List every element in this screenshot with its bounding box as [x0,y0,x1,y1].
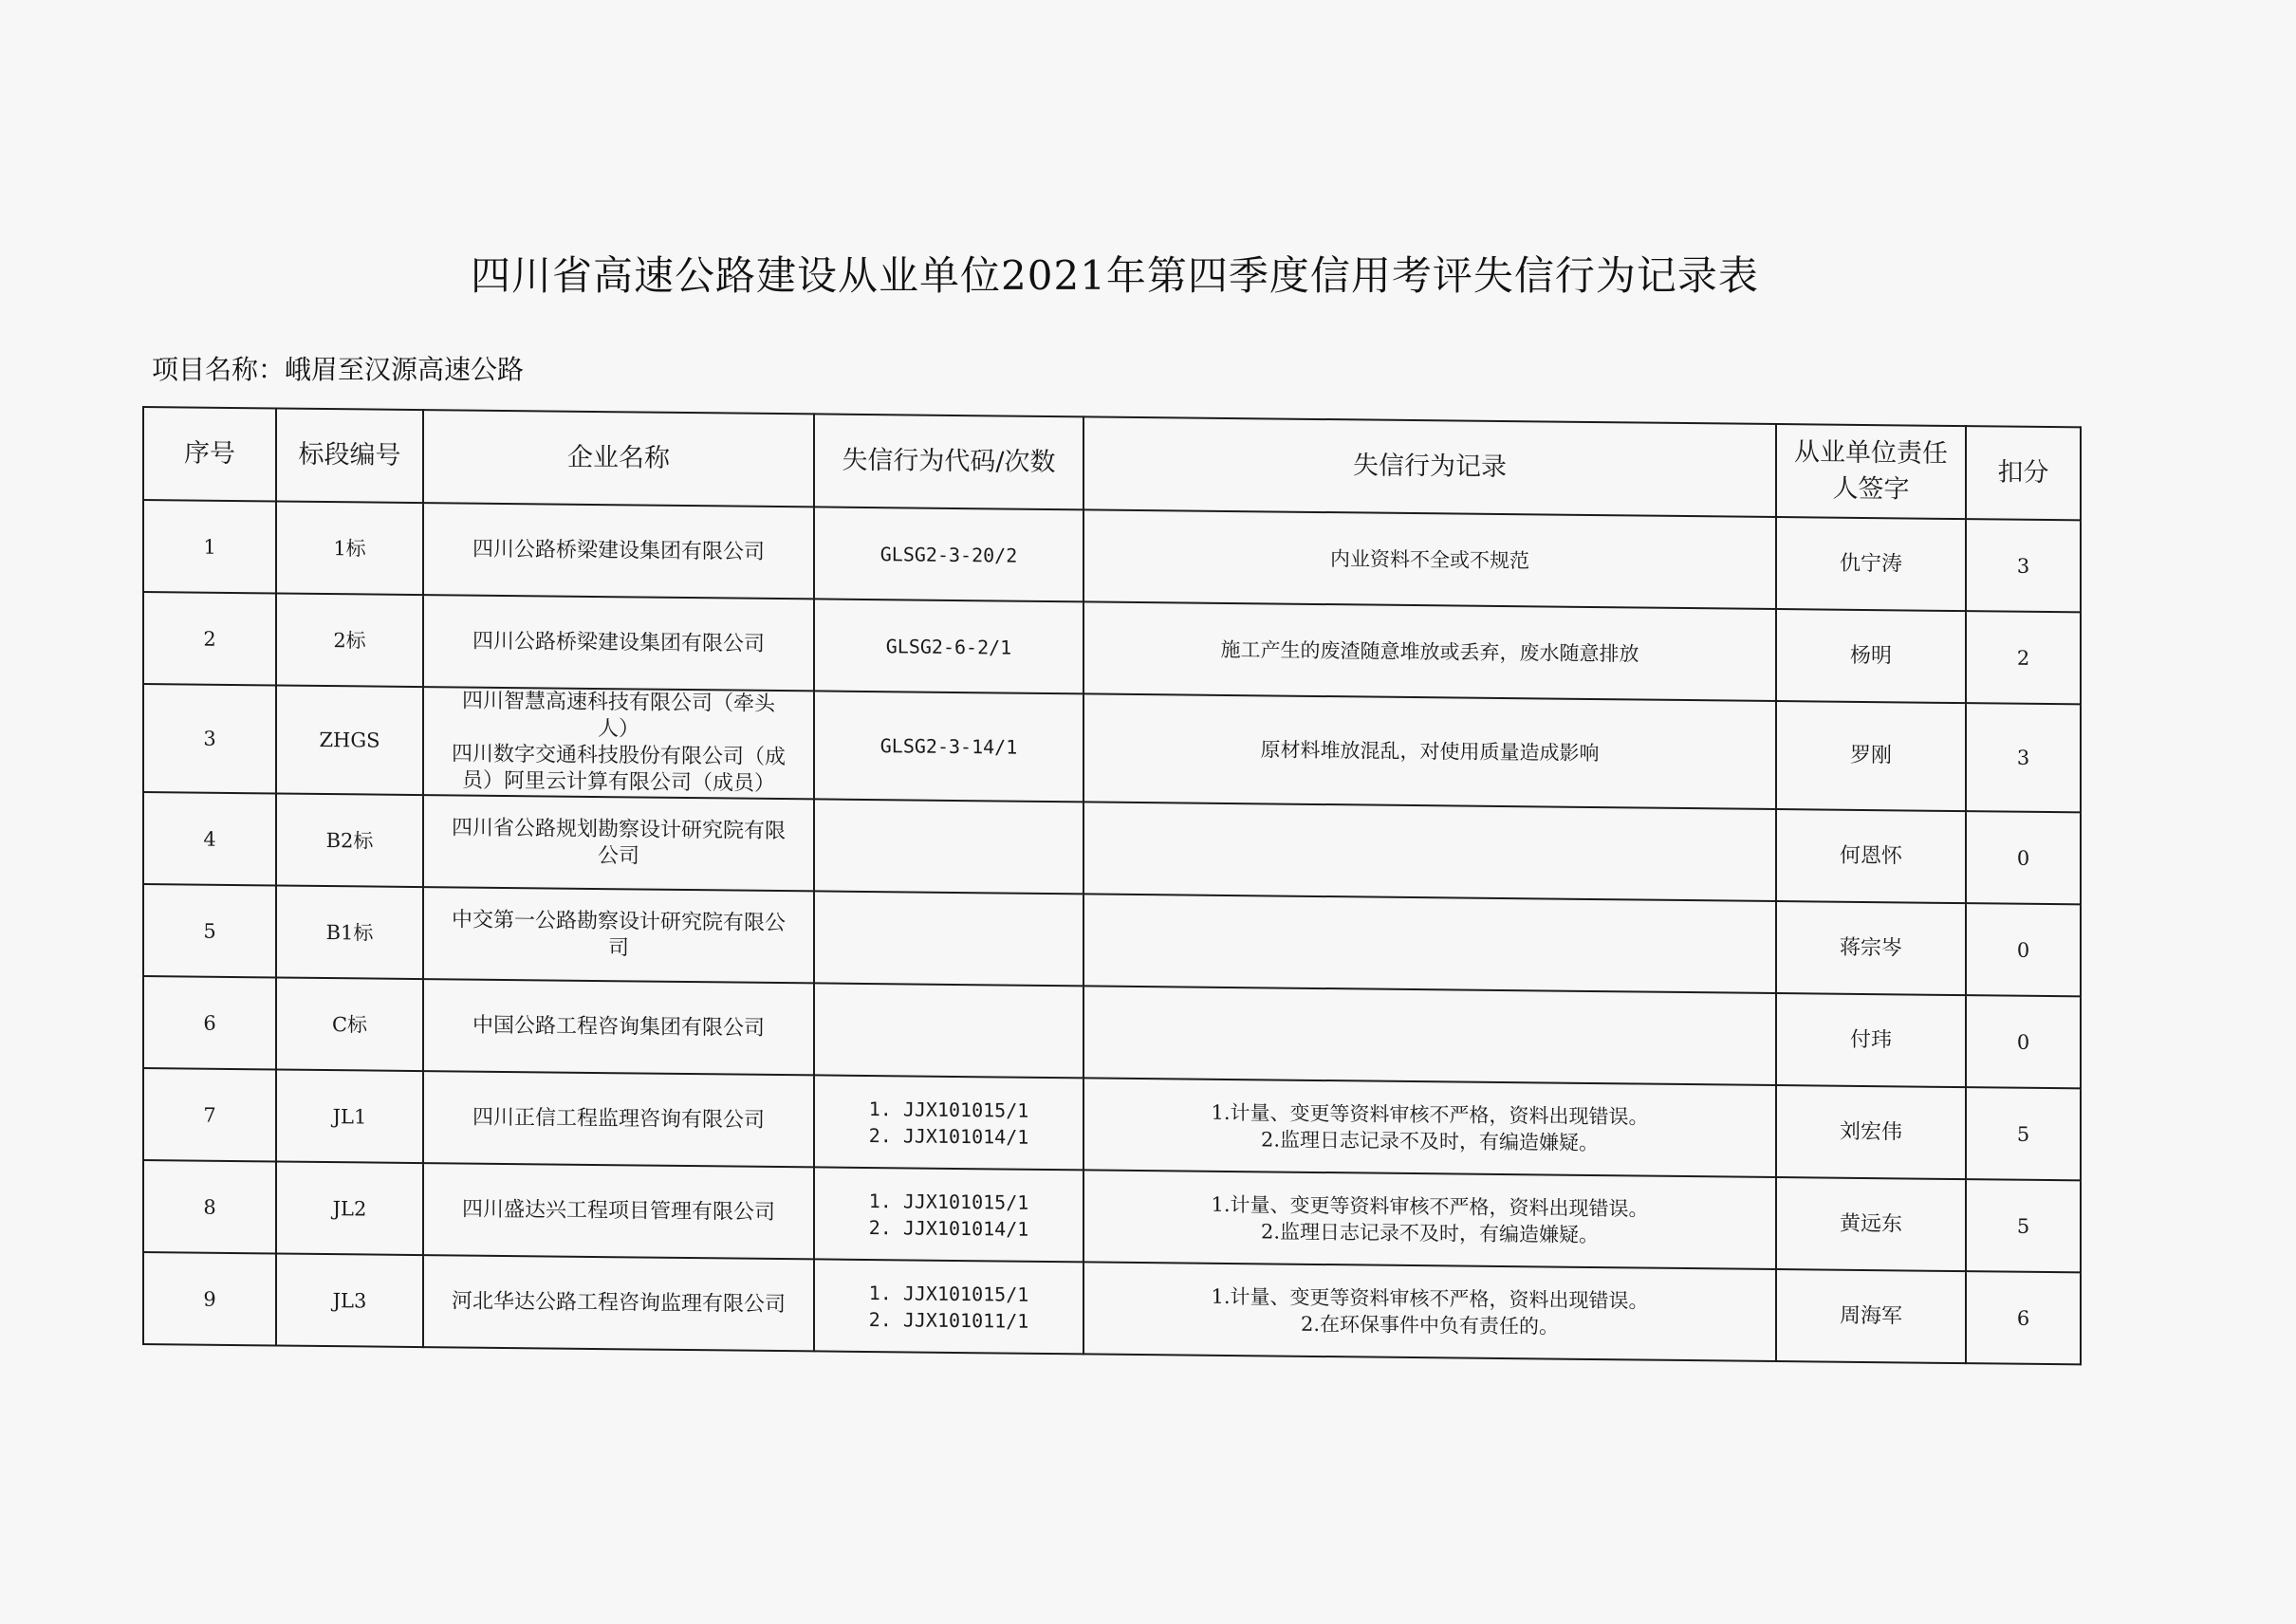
cell-signer: 黄远东 [1776,1177,1966,1271]
cell-section: JL2 [276,1161,423,1255]
cell-code-line: 1. JJX101015/1 [868,1281,1029,1306]
cell-company [423,687,814,799]
cell-company-line: 四川盛达兴工程项目管理有限公司 [461,1197,775,1225]
cell-record-line: 2.监理日志记录不及时，有编造嫌疑。 [1260,1219,1600,1246]
table-row [143,684,2081,812]
cell-score: 5 [1966,1087,2081,1180]
header-seq: 序号 [143,407,276,501]
cell-code [814,691,1083,802]
cell-record-line: 2.在环保事件中负有责任的。 [1300,1312,1560,1338]
project-name-line [152,349,524,387]
cell-company [423,595,814,691]
project-name-label: 项目名称： [152,354,286,385]
document-title: 四川省高速公路建设从业单位2021年第四季度信用考评失信行为记录表 [471,252,1759,299]
cell-company [423,1071,814,1167]
cell-score: 0 [1966,903,2081,996]
cell-seq: 1 [143,500,276,593]
cell-signer: 周海军 [1776,1269,1966,1363]
cell-code-line: GLSG2-3-14/1 [880,734,1018,759]
cell-record-line: 内业资料不全或不规范 [1330,546,1529,572]
cell-section: 2标 [276,593,423,687]
header-score: 扣分 [1966,426,2081,520]
cell-company-line: 四川省公路规划勘察设计研究院有限 [451,815,786,843]
cell-company-line: 人） [597,717,639,742]
cell-score: 2 [1966,611,2081,704]
cell-section: B1标 [276,885,423,979]
cell-code [814,507,1083,601]
cell-seq: 5 [143,884,276,977]
cell-company [423,503,814,599]
cell-record [1083,986,1776,1085]
cell-record [1083,693,1776,809]
cell-seq: 7 [143,1068,276,1161]
table-row [143,1252,2081,1364]
cell-record [1083,802,1776,901]
cell-code-line: 2. JJX101011/1 [868,1307,1029,1333]
cell-code-line: 2. JJX101014/1 [868,1215,1029,1241]
cell-company-line: 河北华达公路工程咨询监理有限公司 [451,1288,786,1317]
cell-company-line: 四川智慧高速科技有限公司（牵头 [461,689,775,716]
cell-company [423,979,814,1075]
cell-record [1083,601,1776,701]
header-record: 失信行为记录 [1083,416,1776,517]
cell-section: JL3 [276,1253,423,1347]
credit-record-table [142,406,2082,1365]
cell-score: 3 [1966,519,2081,612]
cell-seq: 3 [143,684,276,793]
cell-code [814,891,1083,986]
cell-code-line: 1. JJX101015/1 [868,1189,1029,1214]
cell-company [423,887,814,983]
cell-signer: 付玮 [1776,993,1966,1087]
cell-code [814,599,1083,693]
cell-company-line: 四川数字交通科技股份有限公司（成 [451,742,786,770]
header-signer-line2: 人签字 [1832,473,1910,505]
cell-record [1083,894,1776,993]
cell-record-line: 施工产生的废渣随意堆放或丢弃，废水随意排放 [1220,637,1639,666]
cell-company-line: 中交第一公路勘察设计研究院有限公 [451,907,786,935]
cell-company [423,795,814,891]
cell-section: ZHGS [276,685,423,795]
cell-seq: 6 [143,976,276,1069]
cell-record [1083,509,1776,609]
cell-section: 1标 [276,501,423,595]
project-name-value: 峨眉至汉源高速公路 [285,354,525,385]
header-signer [1776,424,1966,519]
cell-signer: 罗刚 [1776,701,1966,811]
cell-code [814,799,1083,894]
cell-signer: 何恩怀 [1776,809,1966,903]
cell-record-line: 1.计量、变更等资料审核不严格，资料出现错误。 [1211,1192,1649,1221]
cell-code [814,1259,1083,1354]
cell-signer: 刘宏伟 [1776,1085,1966,1179]
cell-section: JL1 [276,1069,423,1163]
cell-score: 3 [1966,703,2081,812]
cell-section: B2标 [276,793,423,887]
cell-record-line: 原材料堆放混乱，对使用质量造成影响 [1260,738,1600,766]
cell-record [1083,1170,1776,1269]
cell-record-line: 1.计量、变更等资料审核不严格，资料出现错误。 [1211,1100,1649,1129]
cell-record [1083,1078,1776,1177]
cell-seq: 9 [143,1252,276,1345]
cell-record-line: 2.监理日志记录不及时，有编造嫌疑。 [1260,1127,1600,1154]
cell-company-line: 公司 [597,843,639,868]
cell-score: 6 [1966,1271,2081,1364]
cell-code-line: GLSG2-3-20/2 [880,542,1018,567]
cell-seq: 4 [143,792,276,885]
cell-company-line: 四川公路桥梁建设集团有限公司 [472,629,765,656]
cell-company [423,1255,814,1351]
cell-company-line: 四川正信工程监理咨询有限公司 [472,1105,765,1133]
cell-score: 0 [1966,995,2081,1088]
cell-seq: 2 [143,592,276,685]
header-section: 标段编号 [276,408,423,503]
header-code: 失信行为代码/次数 [814,414,1083,509]
cell-signer: 杨明 [1776,609,1966,703]
cell-record [1083,1262,1776,1361]
cell-company-line: 四川公路桥梁建设集团有限公司 [472,537,765,564]
cell-company-line: 员）阿里云计算有限公司（成员） [461,768,775,796]
cell-record-line: 1.计量、变更等资料审核不严格，资料出现错误。 [1211,1284,1649,1313]
header-company: 企业名称 [423,410,814,507]
cell-code-line: 2. JJX101014/1 [868,1123,1029,1149]
cell-signer: 蒋宗岑 [1776,901,1966,995]
cell-seq: 8 [143,1160,276,1253]
cell-company [423,1163,814,1259]
cell-code-line: 1. JJX101015/1 [868,1097,1029,1122]
cell-code [814,1075,1083,1170]
header-signer-line1: 从业单位责任 [1794,437,1948,469]
cell-company-line: 中国公路工程咨询集团有限公司 [472,1013,765,1041]
cell-signer: 仇宁涛 [1776,517,1966,611]
cell-section: C标 [276,977,423,1071]
cell-code-line: GLSG2-6-2/1 [885,634,1012,659]
cell-score: 5 [1966,1179,2081,1272]
cell-code [814,983,1083,1078]
cell-company-line: 司 [607,935,629,960]
table-body [143,500,2081,1364]
cell-code [814,1167,1083,1262]
cell-score: 0 [1966,811,2081,904]
